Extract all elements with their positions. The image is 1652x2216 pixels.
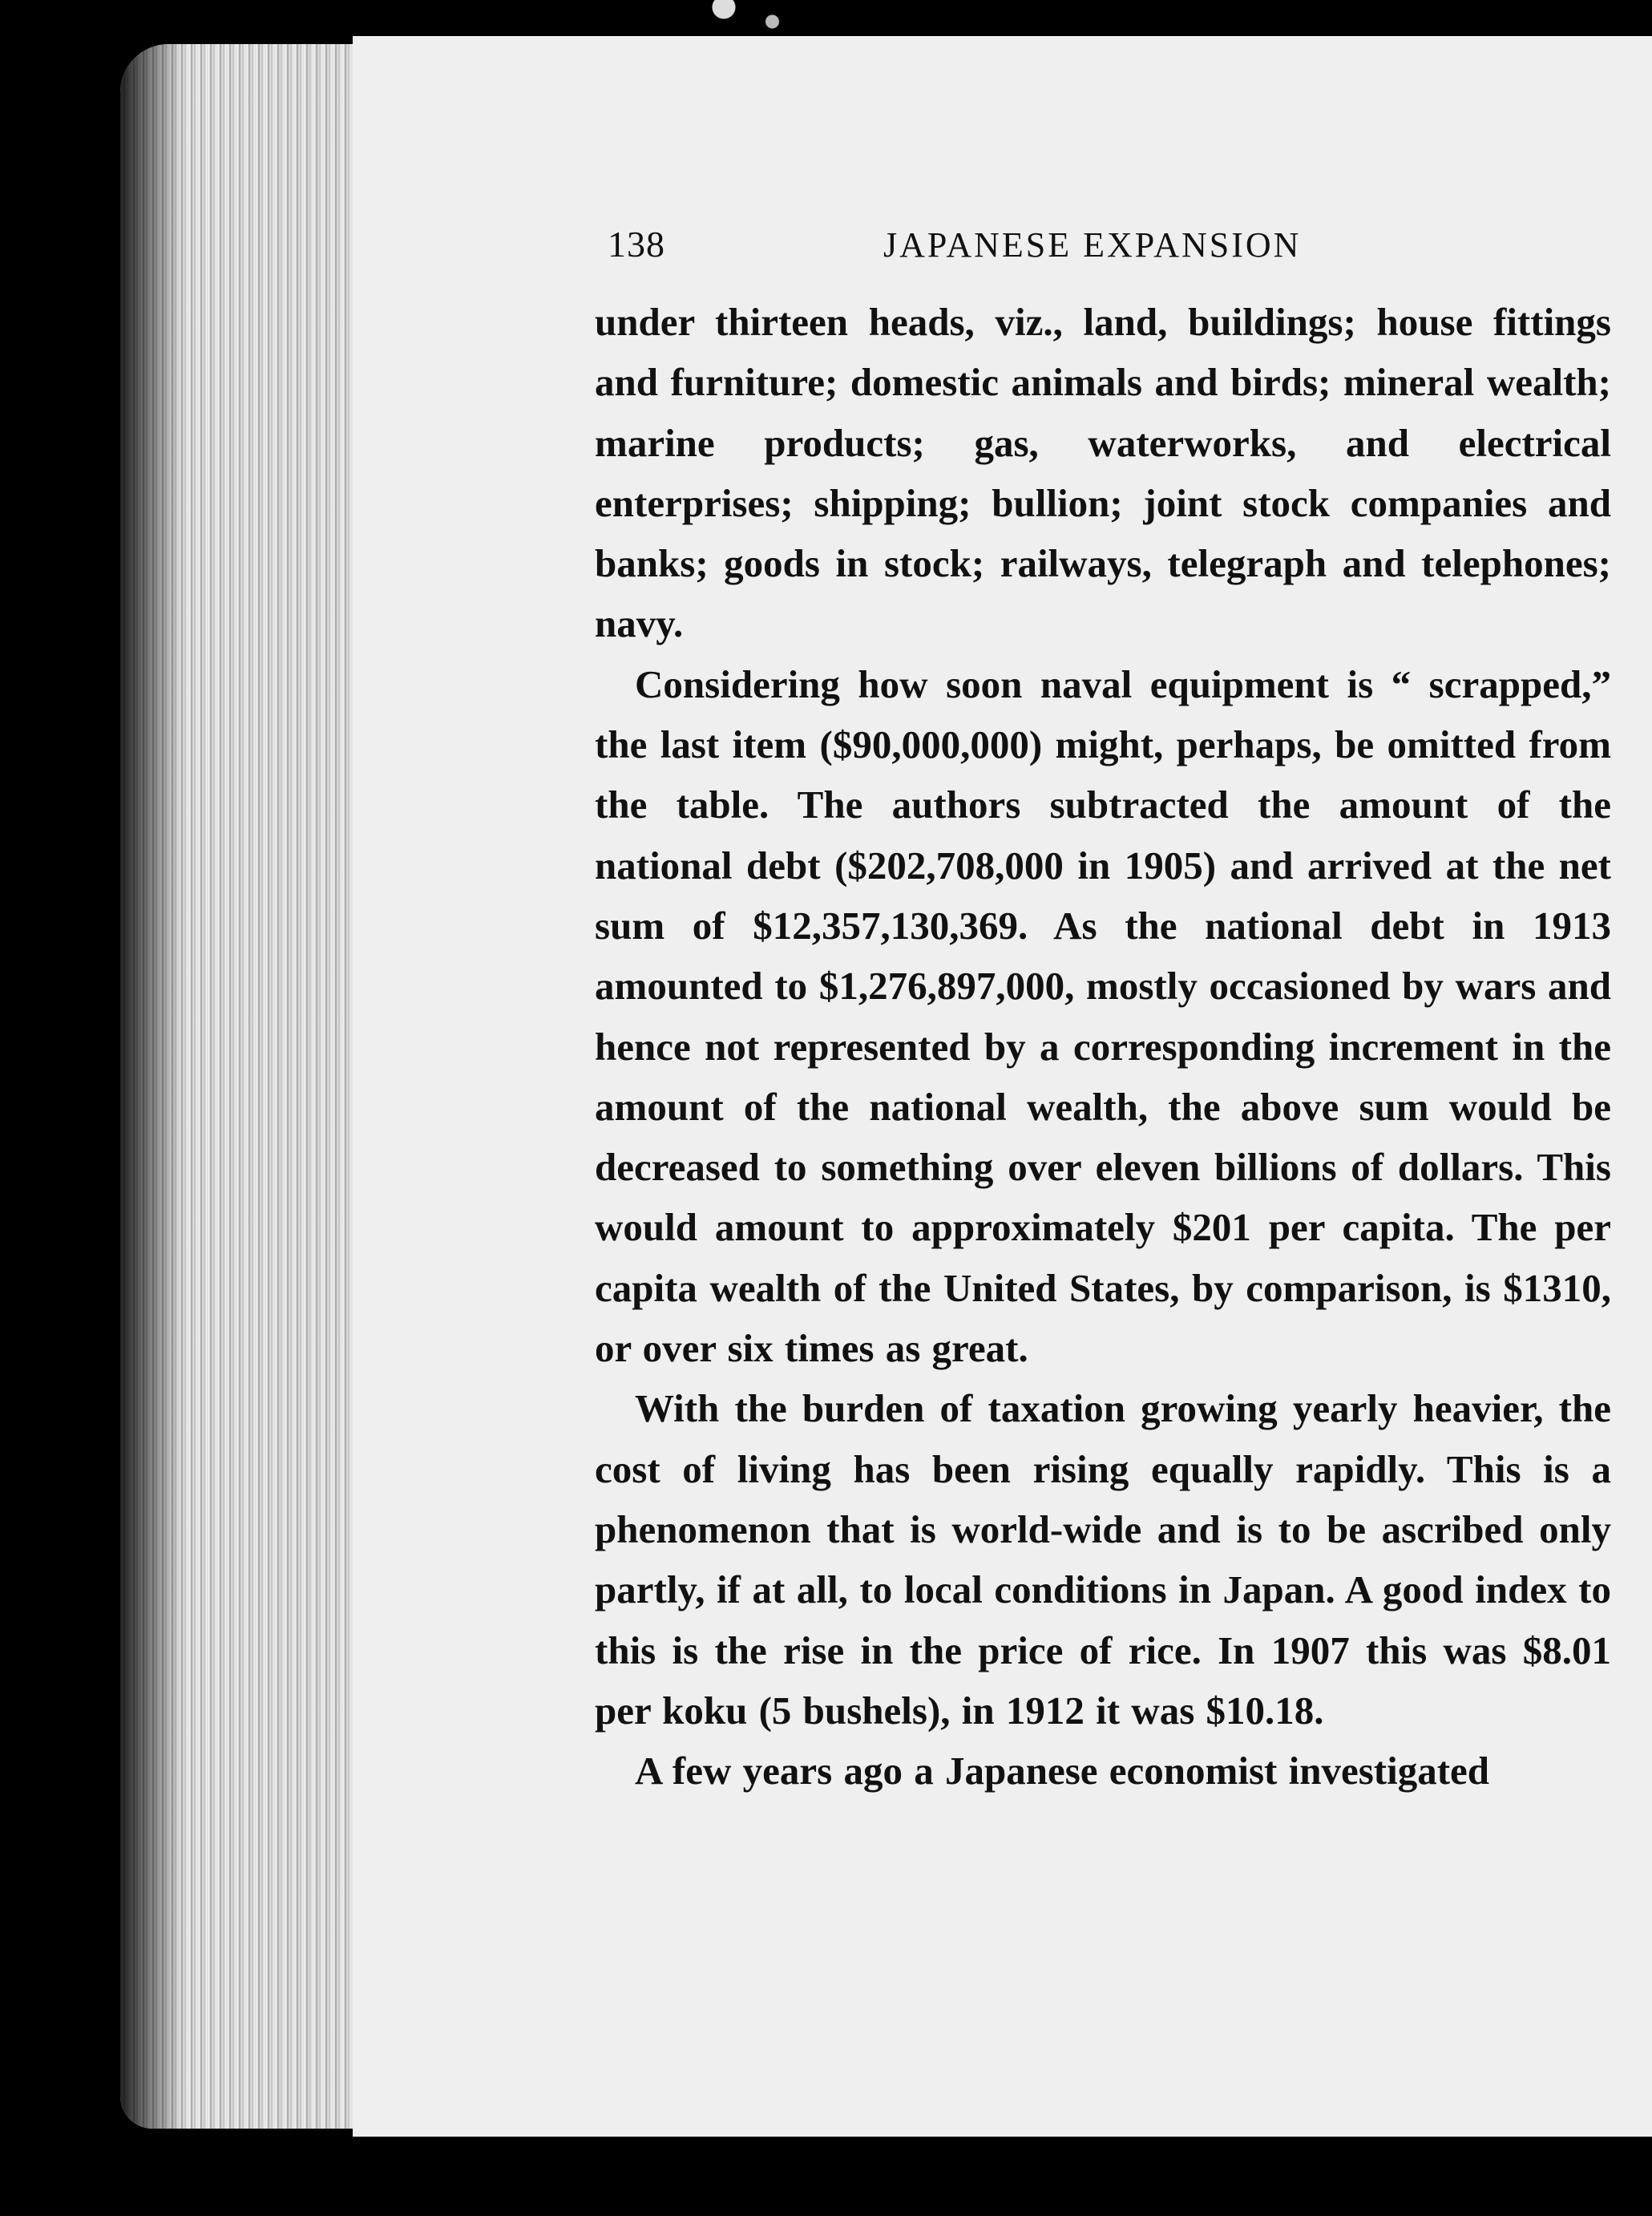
running-head [595,223,1611,287]
paragraph: Considering how soon naval equipment is “ scrapped,” the last item ($90,000,000) might, perhaps, be omitted from the table. The authors subtracted the amount of the national debt ($202,708,000 in 1905) and arrived at the net sum of $12,357,130,369. As the national debt in 1913 amounted to $1,276,897,000, mostly occasioned by wars and hence not represented by a corresponding increment in the amount of the national wealth, the above sum would be decreased to something over eleven billions of dollars. This would amount to approximately $201 per capita. The per capita wealth of the United States, by comparison, is $1310, or over six times as great. [595,661,1611,1371]
paragraph: With the burden of taxation growing yearly heavier, the cost of living has been rising equally rapidly. This is a phenomenon that is world-wide and is to be ascribed only partly, if at all, to local conditions in Japan. A good index to this is the rise in the price of rice. In 1907 this was $8.01 per koku (5 bushels), in 1912 it was $10.18. [595,1386,1611,1733]
paragraph: under thirteen heads, viz., land, buildings; house fittings and furniture; domestic animals and birds; mineral wealth; marine products; gas, waterworks, and electrical enterprises; shipping; bullion; joint stock companies and banks; goods in stock; railways, telegraph and telephones; navy. [595,300,1611,646]
paragraph: A few years ago a Japanese economist investigated [635,1749,1490,1793]
running-title: JAPANESE EXPANSION [883,225,1302,265]
scan-speck [697,0,786,36]
page-content [595,223,1611,1801]
page-edges [120,44,377,2129]
bottom-border [0,2137,1652,2216]
page-number: 138 [608,224,665,265]
